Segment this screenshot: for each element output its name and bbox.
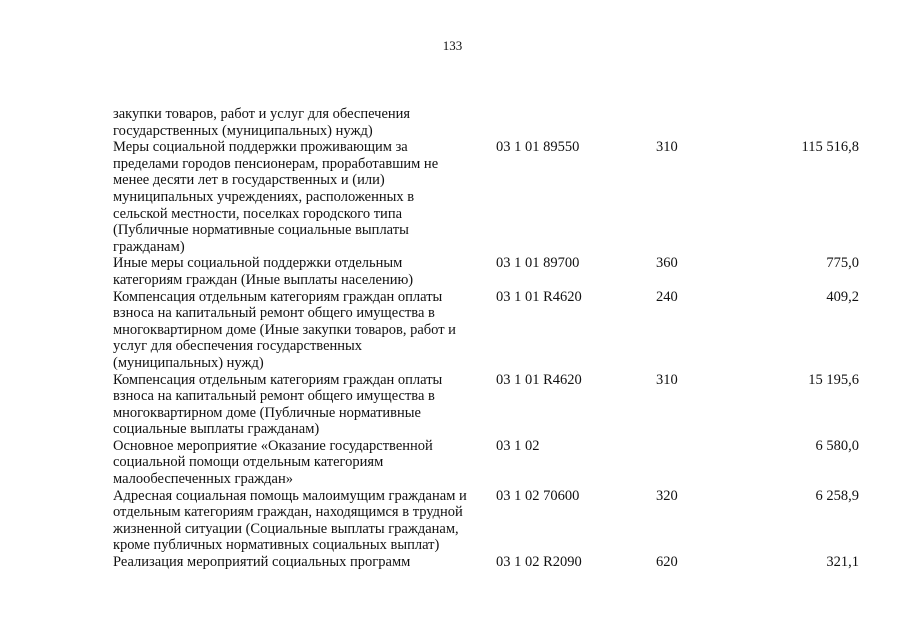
page-number: 133: [442, 38, 463, 53]
row-name: Меры социальной поддержки проживающим за пределами городов пенсионерам, проработавшим не менее десяти лет в государственных и (или) муниципальных учреждениях, расположенных в сельской местности, поселках городского типа (Публичные нормативные социальные выплаты гражданам): [113, 139, 439, 255]
row-sum: 321,1: [826, 554, 859, 571]
row-type: 310: [656, 139, 678, 156]
row-name: Адресная социальная помощь малоимущим гражданам и отдельным категориям граждан, находящимся в трудной жизненной ситуации (Социальные выплаты гражданам, кроме публичных нормативных социальных выплат): [113, 487, 467, 554]
row-sum: 15 195,6: [808, 371, 859, 388]
row-sum: 775,0: [826, 255, 859, 272]
row-sum: 115 516,8: [801, 139, 859, 156]
row-name: закупки товаров, работ и услуг для обеспечения государственных (муниципальных) нужд): [113, 106, 411, 139]
table-row: [113, 438, 865, 488]
row-sum: 6 580,0: [815, 437, 859, 454]
row-type: 240: [656, 288, 678, 305]
row-type: 360: [656, 255, 678, 272]
row-name: Реализация мероприятий социальных программ: [113, 554, 411, 571]
table-row: [113, 289, 865, 372]
row-type: 310: [656, 371, 678, 388]
row-code: 03 1 02 70600: [496, 487, 580, 504]
table-row: [113, 139, 865, 255]
table-row: [113, 554, 865, 571]
row-name: Основное мероприятие «Оказание государственной социальной помощи отдельным категориям малообеспеченных граждан»: [113, 437, 433, 488]
row-code: 03 1 01 R4620: [496, 371, 582, 388]
row-code: 03 1 01 89700: [496, 255, 580, 272]
row-code: 03 1 02 R2090: [496, 554, 582, 571]
row-code: 03 1 01 R4620: [496, 288, 582, 305]
row-code: 03 1 01 89550: [496, 139, 580, 156]
table-row: [113, 372, 865, 438]
table-row: [113, 488, 865, 554]
row-type: 320: [656, 487, 678, 504]
row-code: 03 1 02: [496, 437, 540, 454]
table-row: [113, 255, 865, 288]
table-row: [113, 106, 865, 139]
row-sum: 409,2: [826, 288, 859, 305]
row-name: Компенсация отдельным категориям граждан оплаты взноса на капитальный ремонт общего имущества в многоквартирном доме (Публичные нормативные социальные выплаты гражданам): [113, 371, 443, 438]
budget-table: [113, 106, 865, 571]
row-type: 620: [656, 554, 678, 571]
row-name: Иные меры социальной поддержки отдельным категориям граждан (Иные выплаты населению): [113, 255, 414, 288]
row-sum: 6 258,9: [815, 487, 859, 504]
row-name: Компенсация отдельным категориям граждан оплаты взноса на капитальный ремонт общего имущества в многоквартирном доме (Иные закупки товаров, работ и услуг для обеспечения государственных (муниципальных) нужд): [113, 288, 456, 371]
